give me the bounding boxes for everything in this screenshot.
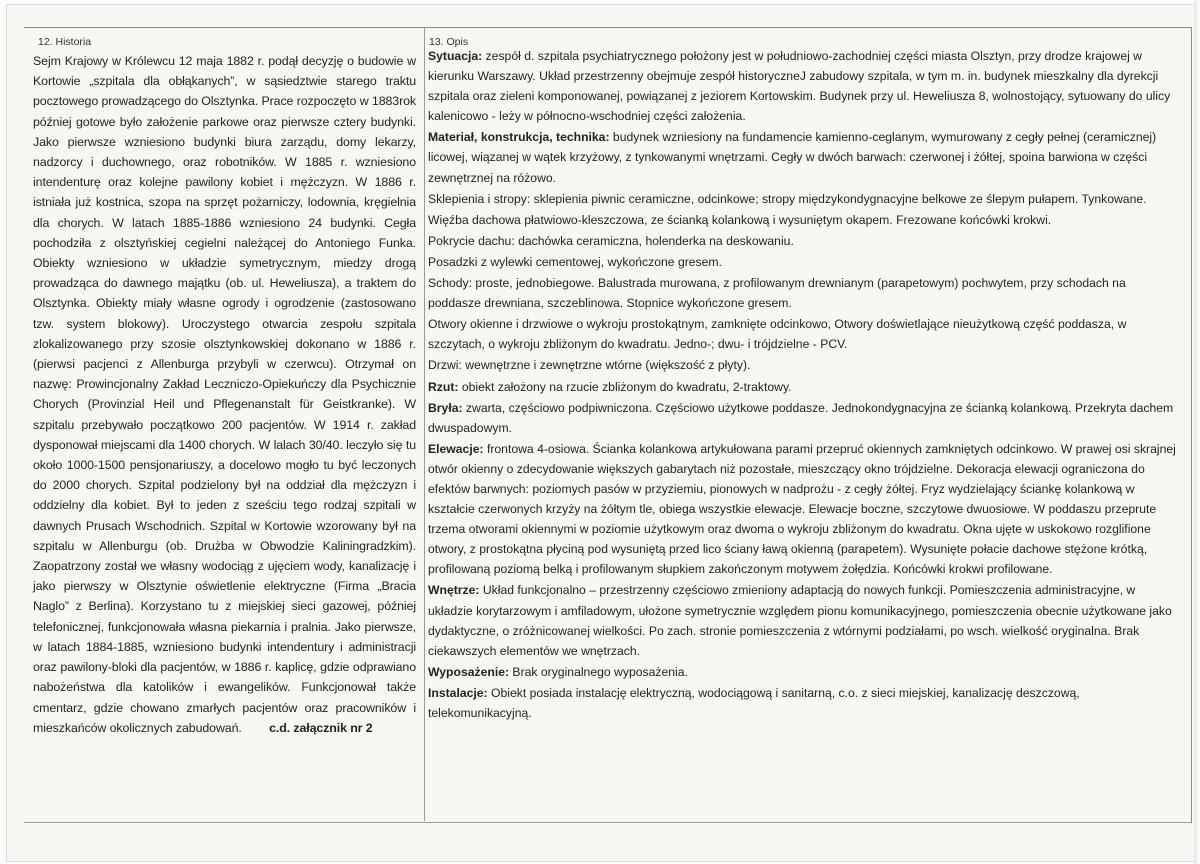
history-body: Sejm Krajowy w Królewcu 12 maja 1882 r. podął decyzję o budowie w Kortowie „szpitala dla obłąkanych”, w sąsiedztwie starego traktu pocztowego prowadzącego do Olsztynka. Prace rozpoczęto w 1883rok później gotowe było założenie parkowe oraz pierwsze cztery budynki. Jako pierwsze wzniesiono budynki biura zarządu, domy lekarzy, nadzorcy i duchownego, oraz robotników. W 1885 r. wzniesiono intendenturę oraz kolejne pawilony kobiet i mężczyzn. W 1886 r. istniała już kostnica, szopa na sprzęt pożarniczy, lodownia, kręgielnia dla chorych. W latach 1885-1886 wzniesiono 24 budynki. Cegła pochodziła z olsztyńskiej cegielni należącej do Antoniego Funka. Obiekty wzniesiono w układzie symetrycznym, miedzy drogą prowadząca do dawnego majątku (ob. ul. Heweliusza), a traktem do Olsztynka. Obiekty miały własne ogrody i ogrodzenie (zastosowano tzw. system blokowy). Uroczystego otwarcia zespołu szpitala zlokalizowanego przy szosie olsztynkowskiej dokonano w 1886 r. (pierwsi pacjenci z Allenburga przybyli w czerwcu). Otrzymał on nazwę: Prowincjonalny Zakład Leczniczo-Opiekuńczy dla Psychicznie Chorych (Provinzial Heil und Pflegenanstalt für Geistkranke). W szpitalu przebywało początkowo 200 pacjentów. W 1914 r. zakład dysponował miejscami dla 1400 chorych. W lalach 30/40. leczyło się tu około 1000-1500 pensjonariuszy, a docelowo mogło tu być leczonych do 2000 chorych. Szpital podzielony był na oddział dla mężczyzn i oddzielny dla kobiet. Był to jeden z sześciu tego rodzaj szpitali w dawnych Prusach Wschodnich. Szpital w Kortowie wzorowany był na szpitalu w Allenburgu (ob. Drużba w Obwodzie Kaliningradzkim). Zaopatrzony został we własny wodociąg z ujęciem wody, kanalizację i jako pierwszy w Olsztynie oświetlenie elektryczne (Firma „Bracia Naglo” z Berlina). Korzystano tu z miejskiej sieci gazowej, później telefonicznej, funkcjonowała własna piekarnia i pralnia. Jako pierwsze, w latach 1884-1885, wzniesiono budynki intendentury i administracji oraz pawilony-bloki dla pacjentów, w 1886 r. kaplicę, gdzie odprawiano nabożeństwa dla katolików i ewangelików. Funkcjonował także cmentarz, gdzie chowano zmarłych pacjentów oraz pracowników i mieszkańców okolicznych zabudowań.	[33, 54, 416, 735]
section-wyposazenie: Wyposażenie: Brak oryginalnego wyposażenia.	[428, 664, 688, 679]
section-posadzki: Posadzki z wylewki cementowej, wykończone gresem.	[428, 254, 722, 269]
history-header: 12. Historia	[38, 36, 92, 48]
section-rzut: Rzut: obiekt założony na rzucie zbliżonym do kwadratu, 2-traktowy.	[428, 379, 792, 394]
section-schody: Schody: proste, jednobiegowe. Balustrada murowana, z profilowanym drewnianym (parapetowym) pochwytem, przy schodach na poddasze drewniana, szczeblinowa. Stopnice wykończone gresem.	[428, 276, 1126, 311]
section-bryla: Bryła: zwarta, częściowo podpiwniczona. Częściowo użytkowe poddasze. Jednokondygnacyjna ze ścianką kolankową. Przekryta dachem dwuspadowym.	[428, 400, 1174, 435]
section-instalacje: Instalacje: Obiekt posiada instalację elektryczną, wodociągową i sanitarną, c.o. z sieci miejskiej, kanalizację deszczową, telekomunikacyjną.	[428, 685, 1080, 720]
history-text	[33, 51, 416, 738]
section-material: Materiał, konstrukcja, technika: budynek wzniesiony na fundamencie kamienno-ceglanym, wymurowany z cegły pełnej (ceramicznej) licowej, wiązanej w wątek krzyżowy, z tynkowanymi wnętrzami. Cegły w dwóch barwach: czerwonej i żółtej, spoina barwiona w części zewnętrznej na różowo.	[428, 130, 1157, 185]
section-otwory: Otwory okienne i drzwiowe o wykroju prostokątnym, zamknięte odcinkowo, Otwory doświetlające nieużytkową część poddasza, w szczytach, o wykroju zbliżonym do kwadratu. Jedno-; dwu- i trójdzielne - PCV.	[428, 317, 1127, 352]
column-divider	[424, 27, 425, 821]
section-wiezba: Więźba dachowa płatwiowo-kleszczowa, ze ścianką kolankową i wysuniętym okapem. Frezowane końcówki krokwi.	[428, 212, 1052, 227]
scan-edge	[1194, 0, 1200, 864]
section-drzwi: Drzwi: wewnętrzne i zewnętrzne wtórne (większość z płyty).	[428, 358, 751, 373]
description-header: 13. Opis	[429, 36, 469, 48]
description-text	[428, 46, 1180, 724]
section-pokrycie: Pokrycie dachu: dachówka ceramiczna, holenderka na deskowaniu.	[428, 233, 794, 248]
section-wnetrze: Wnętrze: Układ funkcjonalno – przestrzenny częściowo zmieniony adaptacją do nowych funkcji. Pomieszczenia administracyjne, w układzie korytarzowym i amfiladowym, ułożone symetrycznie względem pionu komunikacyjnego, pomieszczenia obecnie użytkowane jako dydaktyczne, o zróżnicowanej wielkości. Po zach. stronie pomieszczenia z wtórnymi podziałami, po wsch. wielkość oryginalna. Brak ciekawszych elementów we wnętrzach.	[428, 583, 1172, 658]
section-sklepienia: Sklepienia i stropy: sklepienia piwnic ceramiczne, odcinkowe; stropy międzykondygnacyjne belkowe ze ślepym pułapem. Tynkowane.	[428, 191, 1147, 206]
continuation-note: c.d. załącznik nr 2	[269, 720, 373, 735]
section-sytuacja: Sytuacja: zespół d. szpitala psychiatrycznego położony jest w południowo-zachodniej części miasta Olsztyn, przy drodze krajowej w kierunku Warszawy. Układ przestrzenny obejmuje zespół historyczneJ zabudowy szpitala, w tym m. in. budynek mieszkalny dla dyrekcji szpitala oraz zieleni komponowanej, powiązanej z jeziorem Kortowskim. Budynek przy ul. Heweliusza 8, wolnostojący, sytuowany do ulicy kalenicowo - leży w północno-wschodniej części założenia.	[428, 49, 1171, 124]
section-elewacje: Elewacje: frontowa 4-osiowa. Ścianka kolankowa artykułowana parami przepruć okiennych zamkniętych odcinkowo. W prawej osi skrajnej otwór okienny o zdecydowanie większych gabarytach niż pozostałe, mieszczący okno trójdzielne. Dekoracja elewacji ograniczona do efektów barwnych: poziomych pasów w przyziemiu, pionowych w nadprożu - z cegły żółtej. Fryz wydzielający ściankę kolankową w kształcie czerwonych krzyży na żółtym tle, obiega wszystkie elewacje. Elewacje boczne, szczytowe dwuosiowe. W poddaszu przeprute trzema otworami okiennymi w poziomie użytkowym oraz dwoma o wykroju zbliżonym do kwadratu. Okna ujęte w uskokowo rozglifione otwory, z prostokątna płyciną pod wysuniętą przed lico ściany ławą okienną (parapetem). Wysunięte połacie dachowe stężone krótką, profilowaną poziomą belką i profilowanym słupkiem zakończonym motywem żołędzia. Końcówki krokwi profilowane.	[428, 441, 1176, 577]
